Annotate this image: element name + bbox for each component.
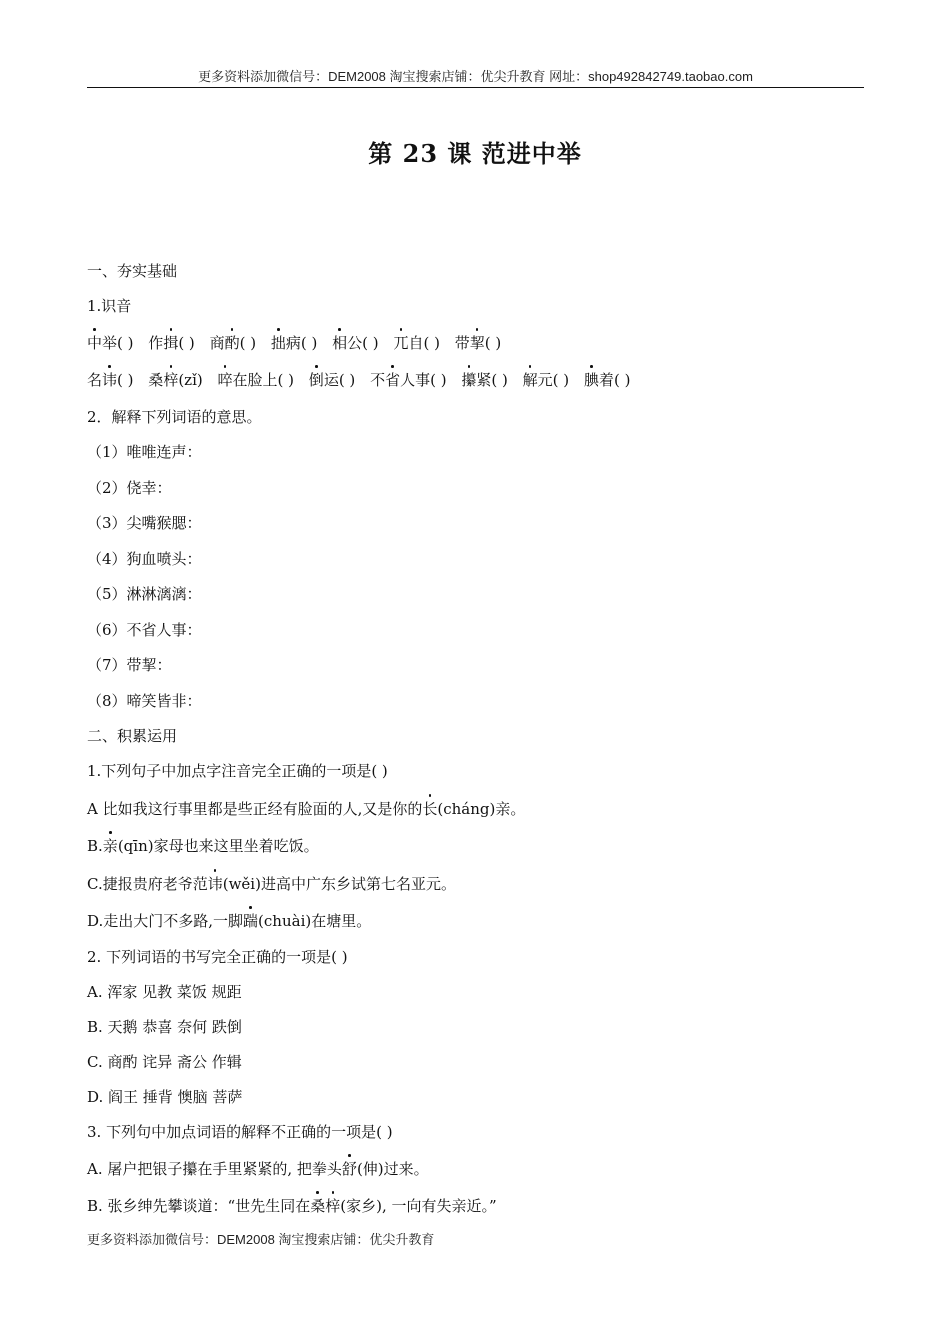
question-stem: 1.下列句子中加点字注音完全正确的一项是( ) [87,762,388,780]
vocab-item: （4）狗血喷头： [87,550,202,568]
section1-heading: 一、夯实基础 [87,262,178,280]
item: 带挈( ) [454,334,502,352]
q1-label: 1.识音 [87,297,132,315]
question-stem: 3. 下列句中加点词语的解释不正确的一项是( ) [87,1123,393,1141]
option-b: B.亲(qīn)家母也来这里坐着吃饭。 [87,837,319,855]
item: 中举( ) [87,334,134,352]
item: 倒运( ) [308,371,356,389]
section2-heading: 二、积累运用 [87,727,178,745]
vocab-item: （6）不省人事： [87,621,202,639]
item: 作揖( ) [148,334,195,352]
option-d: D.走出大门不多路,一脚踹(chuài)在塘里。 [87,912,372,930]
item: 腆着( ) [583,371,631,389]
item: 不省人事( ) [370,371,447,389]
page-header: 更多资料添加微信号：DEM2008 淘宝搜索店铺：优尖升教育 网址：shop492842749.taobao.com [198,69,753,84]
vocab-item: （2）侥幸： [87,479,172,497]
item: 兀自( ) [393,334,440,352]
question-stem: 2. 下列词语的书写完全正确的一项是( ) [87,948,348,966]
option-a: A. 屠户把银子攥在手里紧紧的, 把拳头舒(伸)过来。 [87,1160,429,1178]
vocab-item: （3）尖嘴猴腮： [87,514,202,532]
option-a: A. 浑家 见教 菜饭 规距 [87,983,242,1001]
vocab-item: （1）唯唯连声： [87,443,202,461]
item: 商酌( ) [209,334,257,352]
vocab-item: （8）啼笑皆非： [87,692,202,710]
header-rule [87,87,864,88]
page-footer: 更多资料添加微信号：DEM2008 淘宝搜索店铺：优尖升教育 [87,1232,435,1247]
vocab-item: （7）带挈： [87,656,172,674]
pinyin-row-1 [87,333,501,353]
page-title: 第 23 课 范进中举 [368,139,582,168]
option-b: B. 张乡绅先攀谈道：“世先生同在桑梓(家乡), 一向有失亲近。” [87,1197,497,1215]
option-d: D. 阎王 捶背 懊脑 菩萨 [87,1088,243,1106]
item: 桑梓(zǐ) [148,371,203,389]
option-c: C.捷报贵府老爷范讳(wěi)进高中广东乡试第七名亚元。 [87,875,456,893]
item: 名讳( ) [87,371,134,389]
item: 攥紧( ) [461,371,508,389]
pinyin-row-2 [87,370,630,390]
option-c: C. 商酌 诧异 斋公 作辑 [87,1053,242,1071]
item: 相公( ) [332,334,379,352]
item: 拙病( ) [270,334,318,352]
item: 解元( ) [522,371,570,389]
option-a: A 比如我这行事里都是些正经有脸面的人,又是你的长(cháng)亲。 [87,800,526,818]
item: 啐在脸上( ) [217,371,295,389]
vocab-item: （5）淋淋漓漓： [87,585,202,603]
option-b: B. 天鹅 恭喜 奈何 跌倒 [87,1018,242,1036]
q2-label: 2．解释下列词语的意思。 [87,408,262,426]
